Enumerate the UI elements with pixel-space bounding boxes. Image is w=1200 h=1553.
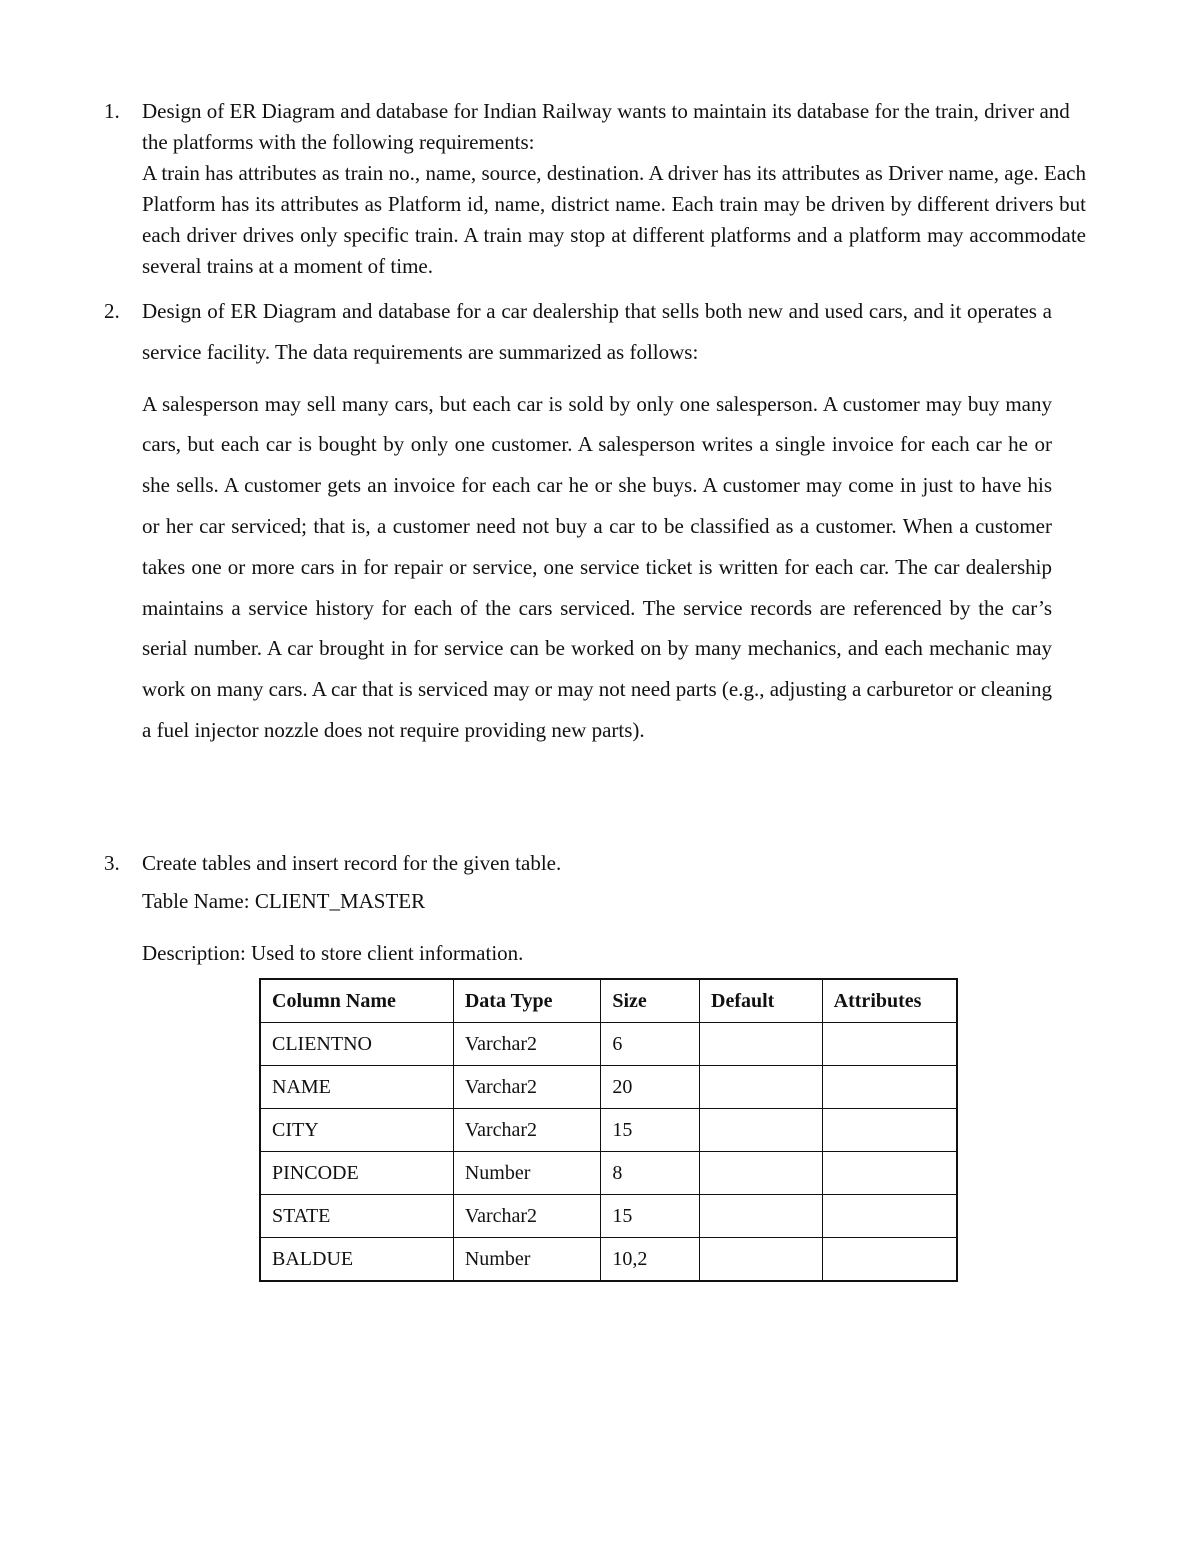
- cell-attributes: [822, 1195, 957, 1238]
- table-row: [260, 1238, 957, 1282]
- header-data-type: Data Type: [453, 979, 601, 1023]
- header-column-name: Column Name: [260, 979, 453, 1023]
- client-master-table: [259, 978, 958, 1282]
- question-requirements: A salesperson may sell many cars, but each car is sold by only one salesperson. A customer may buy many cars, but each car is bought by only one customer. A salesperson writes a single invoice for each car he or she sells. A customer gets an invoice for each car he or she buys. A customer may come in just to have his or her car serviced; that is, a customer need not buy a car to be classified as a customer. When a customer takes one or more cars in for repair or service, one service ticket is written for each car. The car dealership maintains a service history for each of the cars serviced. The service records are referenced by the car’s serial number. A car brought in for service can be worked on by many mechanics, and each mechanic may work on many cars. A car that is serviced may or may not need parts (e.g., adjusting a carburetor or cleaning a fuel injector nozzle does not require providing new parts).: [142, 391, 1052, 742]
- table-row: [260, 1109, 957, 1152]
- cell-size: 20: [601, 1066, 700, 1109]
- cell-column-name: NAME: [260, 1066, 453, 1109]
- question-number: 2.: [104, 299, 120, 323]
- header-attributes: Attributes: [822, 979, 957, 1023]
- cell-size: 15: [601, 1195, 700, 1238]
- cell-data-type: Varchar2: [453, 1109, 601, 1152]
- table-row: [260, 1152, 957, 1195]
- question-text: Create tables and insert record for the given table.: [142, 851, 562, 875]
- cell-column-name: CLIENTNO: [260, 1023, 453, 1066]
- cell-attributes: [822, 1238, 957, 1282]
- cell-default: [700, 1023, 823, 1066]
- question-text: Design of ER Diagram and database for Indian Railway wants to maintain its database for the train, driver and the platforms with the following requirements:: [142, 99, 1070, 154]
- question-number: 3.: [104, 851, 120, 875]
- cell-column-name: STATE: [260, 1195, 453, 1238]
- cell-default: [700, 1195, 823, 1238]
- table-header-row: [260, 979, 957, 1023]
- cell-default: [700, 1109, 823, 1152]
- header-size: Size: [601, 979, 700, 1023]
- cell-column-name: CITY: [260, 1109, 453, 1152]
- question-requirements: A train has attributes as train no., name, source, destination. A driver has its attributes as Driver name, age. Each Platform has its attributes as Platform id, name, district name. Each train may be driven by different drivers but each driver drives only specific train. A train may stop at different platforms and a platform may accommodate several trains at a moment of time.: [142, 161, 1086, 278]
- cell-default: [700, 1066, 823, 1109]
- header-default: Default: [700, 979, 823, 1023]
- cell-attributes: [822, 1109, 957, 1152]
- table-name-label: Table Name: CLIENT_MASTER: [142, 889, 426, 913]
- cell-data-type: Number: [453, 1152, 601, 1195]
- table-row: [260, 1066, 957, 1109]
- table-row: [260, 1195, 957, 1238]
- cell-data-type: Varchar2: [453, 1023, 601, 1066]
- table-description: Description: Used to store client information.: [142, 941, 524, 965]
- cell-size: 8: [601, 1152, 700, 1195]
- cell-column-name: BALDUE: [260, 1238, 453, 1282]
- cell-data-type: Varchar2: [453, 1066, 601, 1109]
- cell-size: 15: [601, 1109, 700, 1152]
- table-row: [260, 1023, 957, 1066]
- cell-size: 6: [601, 1023, 700, 1066]
- cell-data-type: Number: [453, 1238, 601, 1282]
- question-body: [142, 291, 1052, 751]
- question-text: Design of ER Diagram and database for a car dealership that sells both new and used cars, and it operates a service facility. The data requirements are summarized as follows:: [142, 299, 1052, 364]
- question-number: 1.: [104, 99, 120, 123]
- cell-column-name: PINCODE: [260, 1152, 453, 1195]
- cell-attributes: [822, 1023, 957, 1066]
- cell-data-type: Varchar2: [453, 1195, 601, 1238]
- cell-attributes: [822, 1066, 957, 1109]
- question-body: [142, 96, 1086, 282]
- cell-default: [700, 1238, 823, 1282]
- cell-default: [700, 1152, 823, 1195]
- cell-size: 10,2: [601, 1238, 700, 1282]
- cell-attributes: [822, 1152, 957, 1195]
